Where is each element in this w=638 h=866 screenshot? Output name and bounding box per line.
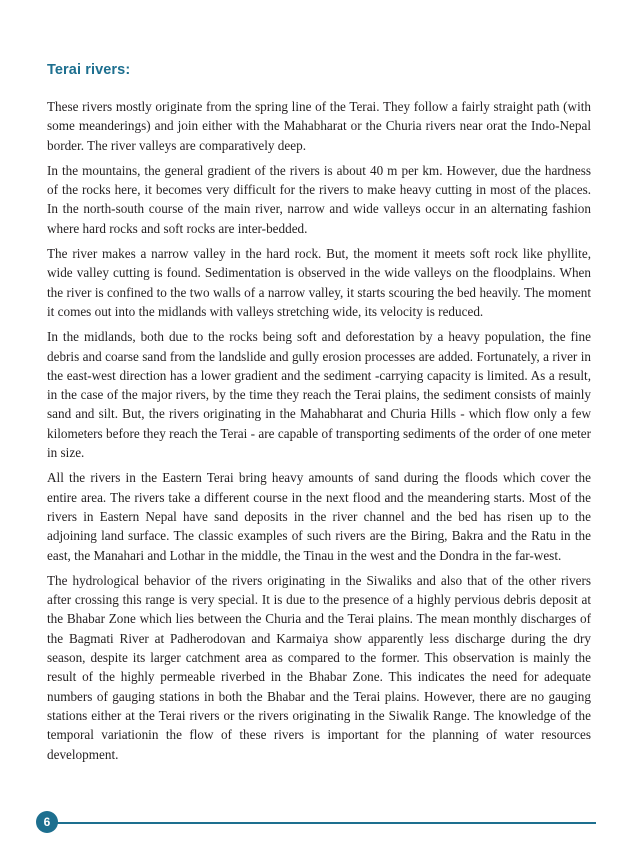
paragraph-5: All the rivers in the Eastern Terai bring heavy amounts of sand during the floods which cover the entire area. The rivers take a different course in the next flood and the meandering starts. Most of the rivers in Eastern Nepal have sand deposits in the river channel and the bed has risen up to the adjoining land surface. The classic examples of such rivers are the Biring, Bakra and the Ratu in the east, the Manahari and Lothar in the middle, the Tinau in the west and the Dondra in the far-west. (47, 470, 591, 563)
section-heading: Terai rivers: (47, 62, 131, 78)
page-number-badge: 6 (36, 811, 58, 833)
body-text (47, 97, 591, 770)
page-footer (36, 811, 596, 835)
paragraph-1: These rivers mostly originate from the spring line of the Terai. They follow a fairly straight path (with some meanderings) and join either with the Mahabharat or the Churia rivers near orat the Indo-Nepal border. The river valleys are comparatively deep. (47, 99, 591, 153)
paragraph-2: In the mountains, the general gradient of the rivers is about 40 m per km. However, due the hardness of the rocks here, it becomes very difficult for the rivers to make heavy cutting in most of the places. In the north-south course of the main river, narrow and wide valleys occur in an alternating fashion where hard rocks and soft rocks are inter-bedded. (47, 162, 591, 236)
paragraph-4: In the midlands, both due to the rocks being soft and deforestation by a heavy population, the fine debris and coarse sand from the landslide and gully erosion processes are added. Fortunately, a river in the east-west direction has a lower gradient and the sediment -carrying capacity is limited. As a result, in the case of the major rivers, by the time they reach the Terai plains, the sediment consists of mainly sand and silt. But, the rivers originating in the Mahabharat and Churia Hills - which flow only a few kilometers before they reach the Terai - are capable of transporting sediments of the order of one meter in size. (47, 329, 591, 461)
paragraph-3: The river makes a narrow valley in the hard rock. But, the moment it meets soft rock like phyllite, wide valley cutting is found. Sedimentation is observed in the wide valleys on the floodplains. When the river is confined to the two walls of a narrow valley, it starts scouring the bed heavily. The moment it comes out into the midlands with valleys stretching wide, its velocity is reduced. (47, 246, 591, 319)
paragraph-6: The hydrological behavior of the rivers originating in the Siwaliks and also that of the other rivers after crossing this range is very special. It is due to the presence of a highly pervious debris deposit at the Bhabar Zone which lies between the Churia and the Terai plains. The mean monthly discharges of the Bagmati River at Padherodovan and Karmaiya show apparently less discharge during the dry season, despite its larger catchment area as compared to the former. This observation is mainly the result of the highly permeable riverbed in the Bhabar Zone. This indicates the need for adequate numbers of gauging stations in both the Bhabar and the Terai plains. However, there are no gauging stations either at the Terai rivers or the rivers originating in the Siwalik Range. The knowledge of the temporal variationin the flow of these rivers is important for the planning of water resources development. (47, 572, 591, 762)
footer-rule (54, 822, 596, 824)
